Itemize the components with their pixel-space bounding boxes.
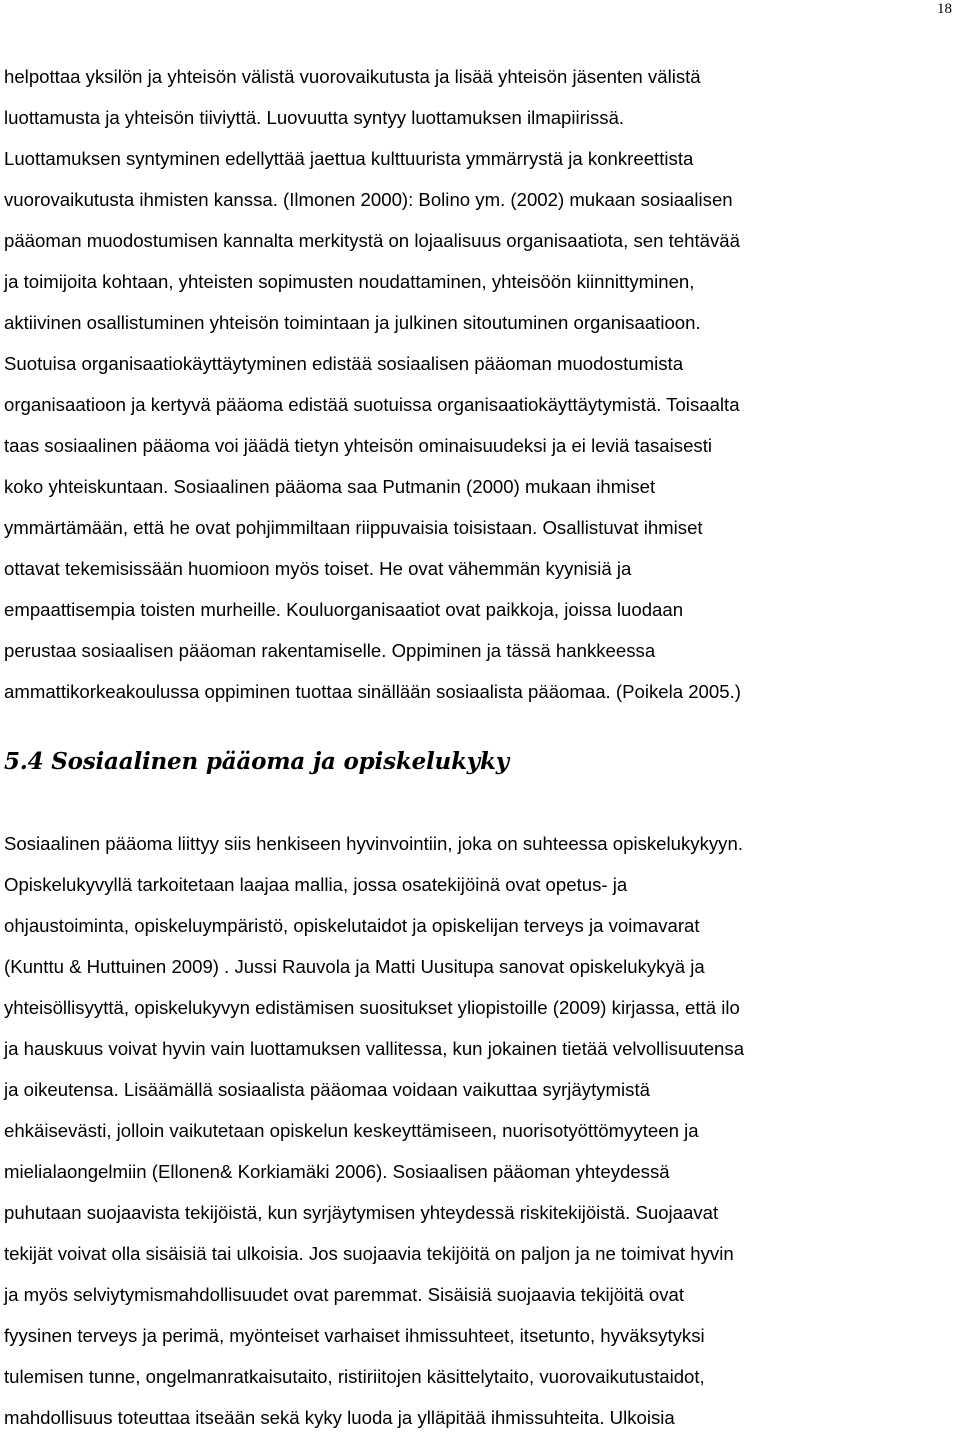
paragraph-line: Opiskelukyvyllä tarkoitetaan laajaa mallia, jossa osatekijöinä ovat opetus- ja xyxy=(4,874,628,895)
paragraph-line: perustaa sosiaalisen pääoman rakentamiselle. Oppiminen ja tässä hankkeessa xyxy=(4,640,656,661)
paragraph-line: mahdollisuus toteuttaa itseään sekä kyky luoda ja ylläpitää ihmissuhteita. Ulkoisia xyxy=(4,1407,675,1428)
paragraph-line: puhutaan suojaavista tekijöistä, kun syrjäytymisen yhteydessä riskitekijöistä. Suojaavat xyxy=(4,1202,719,1223)
paragraph-line: Suotuisa organisaatiokäyttäytyminen edistää sosiaalisen pääoman muodostumista xyxy=(4,353,684,374)
body-paragraph-2 xyxy=(4,823,952,1438)
paragraph-line: ohjaustoiminta, opiskeluympäristö, opiskelutaidot ja opiskelijan terveys ja voimavarat xyxy=(4,915,700,936)
paragraph-line: koko yhteiskuntaan. Sosiaalinen pääoma saa Putmanin (2000) mukaan ihmiset xyxy=(4,476,656,497)
paragraph-line: empaattisempia toisten murheille. Kouluorganisaatiot ovat paikkoja, joissa luodaan xyxy=(4,599,684,620)
paragraph-line: (Kunttu & Huttuinen 2009) . Jussi Rauvola ja Matti Uusitupa sanovat opiskelukykyä ja xyxy=(4,956,705,977)
paragraph-line: ja toimijoita kohtaan, yhteisten sopimusten noudattaminen, yhteisöön kiinnittyminen, xyxy=(4,271,695,292)
paragraph-line: ehkäisevästi, jolloin vaikutetaan opiskelun keskeyttämiseen, nuorisotyöttömyyteen ja xyxy=(4,1120,699,1141)
paragraph-line: ja oikeutensa. Lisäämällä sosiaalista pääomaa voidaan vaikuttaa syrjäytymistä xyxy=(4,1079,650,1100)
page-number: 18 xyxy=(937,1,952,17)
paragraph-line: Luottamuksen syntyminen edellyttää jaettua kulttuurista ymmärrystä ja konkreettista xyxy=(4,148,694,169)
paragraph-line: Sosiaalinen pääoma liittyy siis henkiseen hyvinvointiin, joka on suhteessa opiskelukykyyn. xyxy=(4,833,743,854)
paragraph-line: ottavat tekemisissään huomioon myös toiset. He ovat vähemmän kyynisiä ja xyxy=(4,558,632,579)
paragraph-line: ammattikorkeakoulussa oppiminen tuottaa sinällään sosiaalista pääomaa. (Poikela 2005.) xyxy=(4,681,741,702)
paragraph-line: taas sosiaalinen pääoma voi jäädä tietyn yhteisön ominaisuudeksi ja ei leviä tasaisesti xyxy=(4,435,713,456)
paragraph-line: tulemisen tunne, ongelmanratkaisutaito, ristiriitojen käsittelytaito, vuorovaikutustaidot, xyxy=(4,1366,705,1387)
body-paragraph-1 xyxy=(4,56,952,712)
paragraph-line: yhteisöllisyyttä, opiskelukyvyn edistämisen suositukset yliopistoille (2009) kirjassa, että ilo xyxy=(4,997,740,1018)
paragraph-line: tekijät voivat olla sisäisiä tai ulkoisia. Jos suojaavia tekijöitä on paljon ja ne toimivat hyvin xyxy=(4,1243,734,1264)
section-heading: 5.4 Sosiaalinen pääoma ja opiskelukyky xyxy=(4,748,509,775)
paragraph-line: fyysinen terveys ja perimä, myönteiset varhaiset ihmissuhteet, itsetunto, hyväksytyksi xyxy=(4,1325,705,1346)
paragraph-line: aktiivinen osallistuminen yhteisön toimintaan ja julkinen sitoutuminen organisaatioon. xyxy=(4,312,701,333)
paragraph-line: mielialaongelmiin (Ellonen& Korkiamäki 2006). Sosiaalisen pääoman yhteydessä xyxy=(4,1161,670,1182)
paragraph-line: helpottaa yksilön ja yhteisön välistä vuorovaikutusta ja lisää yhteisön jäsenten välistä xyxy=(4,66,701,87)
paragraph-line: ymmärtämään, että he ovat pohjimmiltaan riippuvaisia toisistaan. Osallistuvat ihmiset xyxy=(4,517,703,538)
paragraph-line: luottamusta ja yhteisön tiiviyttä. Luovuutta syntyy luottamuksen ilmapiirissä. xyxy=(4,107,625,128)
paragraph-line: ja myös selviytymismahdollisuudet ovat paremmat. Sisäisiä suojaavia tekijöitä ovat xyxy=(4,1284,684,1305)
paragraph-line: pääoman muodostumisen kannalta merkitystä on lojaalisuus organisaatiota, sen tehtävää xyxy=(4,230,740,251)
paragraph-line: ja hauskuus voivat hyvin vain luottamuksen vallitessa, kun jokainen tietää velvollisuutensa xyxy=(4,1038,745,1059)
paragraph-line: vuorovaikutusta ihmisten kanssa. (Ilmonen 2000): Bolino ym. (2002) mukaan sosiaalisen xyxy=(4,189,733,210)
paragraph-line: organisaatioon ja kertyvä pääoma edistää suotuissa organisaatiokäyttäytymistä. Toisaalta xyxy=(4,394,740,415)
